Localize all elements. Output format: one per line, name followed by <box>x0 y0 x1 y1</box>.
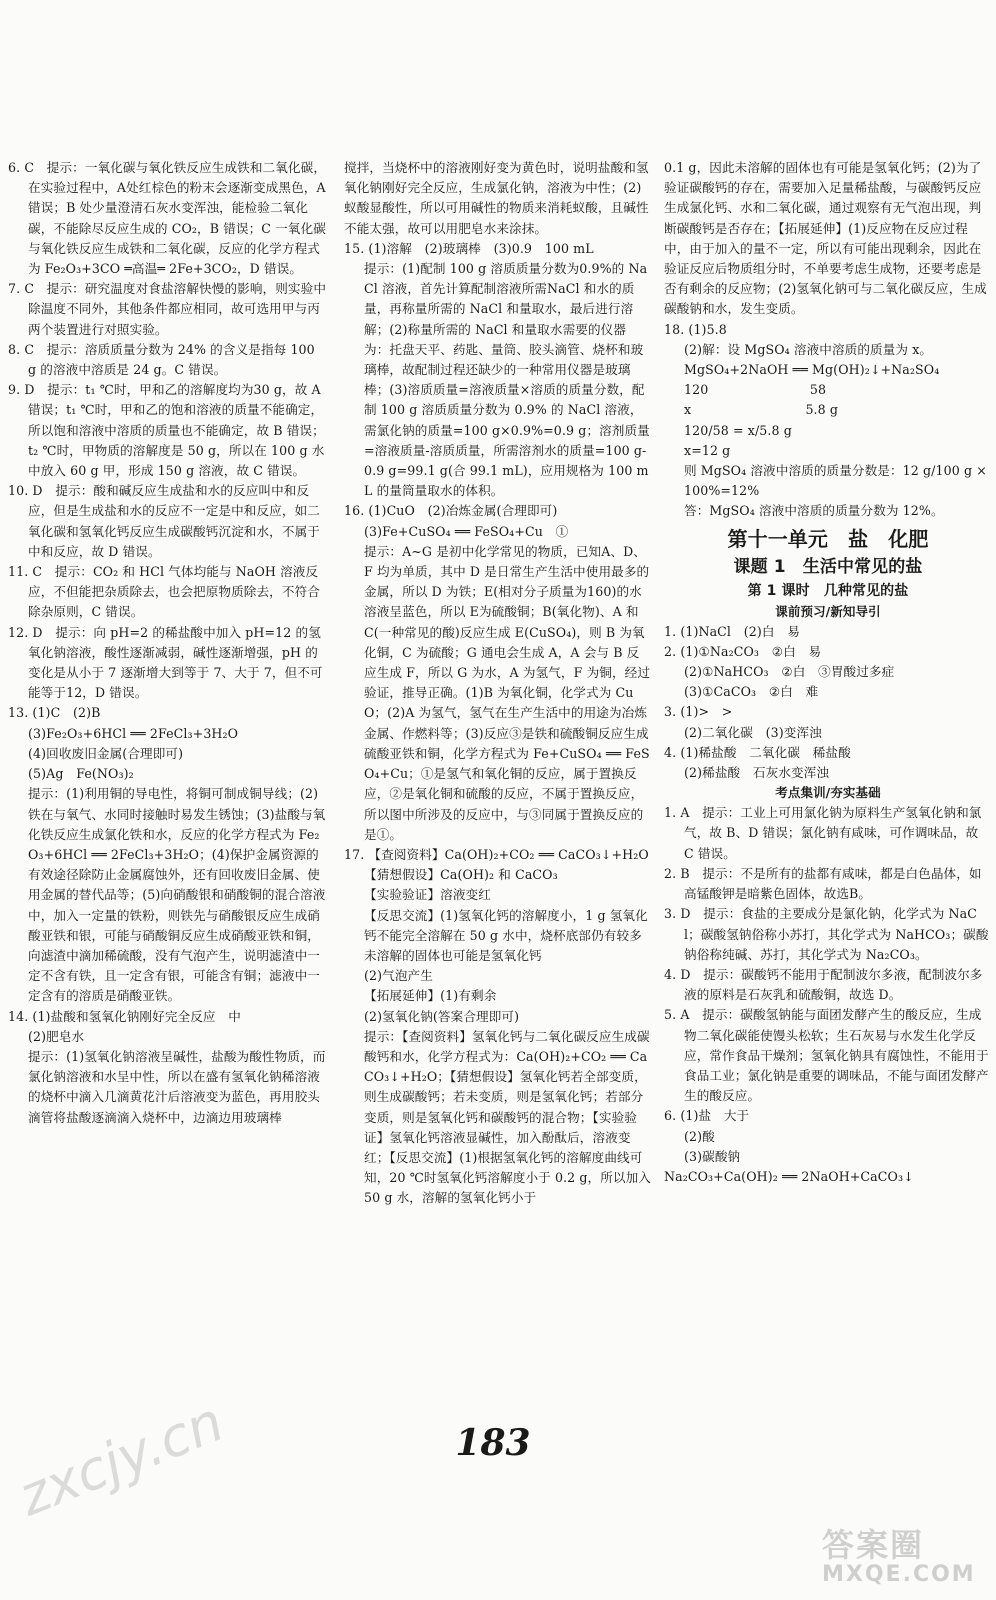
answer-paragraph: (3)碳酸钠 <box>684 1148 741 1164</box>
answer-paragraph: 【拓展延伸】(1)有剩余 <box>364 988 497 1004</box>
answer-paragraph: 4. D 提示：碳酸钙不能用于配制波尔多液，配制波尔多液的原料是石灰乳和硫酸铜，故选 D。 <box>664 966 983 1003</box>
watermark-logo <box>822 1528 992 1594</box>
section-heading: 课题 1 生活中常见的盐 <box>733 556 923 577</box>
answer-paragraph: 13. (1)C (2)B <box>8 705 101 721</box>
watermark-url: zxcjy.cn <box>10 1389 232 1529</box>
answer-column-left <box>8 158 330 1128</box>
answer-paragraph: 7. C 提示：研究温度对食盐溶解快慢的影响，则实验中除温度不同外，其他条件都应相同，故可选用甲与丙两个装置进行对照实验。 <box>8 281 327 337</box>
answer-paragraph: 8. C 提示：溶质质量分数为 24% 的含义是指每 100 g 的溶液中溶质是 24 g。C 错误。 <box>8 341 319 378</box>
answer-paragraph: (2)①NaHCO₃ ②白 ③胃酸过多症 <box>684 664 895 680</box>
answer-paragraph: 15. (1)溶解 (2)玻璃棒 (3)0.9 100 mL <box>344 240 594 256</box>
answer-paragraph: 【反思交流】(1)氢氧化钙的溶解度小，1 g 氢氧化钙不能完全溶解在 50 g 水中，烧杯底部仍有较多未溶解的固体也可能是氢氧化钙 <box>364 907 648 963</box>
answer-paragraph: (2)解：设 MgSO₄ 溶液中溶质的质量为 x。 <box>684 341 933 357</box>
answer-paragraph: 5. A 提示：碳酸氢钠能与面团发酵产生的酸反应，生成物二氧化碳能使馒头松软；生石灰易与水发生化学反应，常作食品干燥剂；氢氧化钠具有腐蚀性，不能用于食品工业；氯化钠是重要的调味品，不能与面团发酵产生的酸反应。 <box>664 1007 989 1104</box>
answer-paragraph: 3. D 提示：食盐的主要成分是氯化钠，化学式为 NaCl；碳酸氢钠俗称小苏打，其化学式为 NaHCO₃；碳酸钠俗称纯碱、苏打，其化学式为 Na₂CO₃。 <box>664 906 989 962</box>
answer-paragraph: 4. (1)稀盐酸 二氧化碳 稀盐酸 <box>664 744 851 760</box>
answer-paragraph: 17. 【查阅资料】Ca(OH)₂+CO₂ ══ CaCO₃↓+H₂O <box>344 846 649 862</box>
answer-paragraph: Na₂CO₃+Ca(OH)₂ ══ 2NaOH+CaCO₃↓ <box>664 1168 914 1184</box>
answer-paragraph: 120/58 = x/5.8 g <box>684 422 792 438</box>
answer-paragraph: 2. B 提示：不是所有的盐都有咸味，都是白色晶体，如高锰酸钾是暗紫色固体，故选B。 <box>664 865 982 902</box>
section-heading: 第 1 课时 几种常见的盐 <box>747 582 909 599</box>
answer-paragraph: x 5.8 g <box>684 402 839 418</box>
answer-paragraph: x=12 g <box>684 442 731 458</box>
answer-paragraph: (3)Fe₂O₃+6HCl ══ 2FeCl₃+3H₂O <box>28 725 239 741</box>
answer-paragraph: 14. (1)盐酸和氢氧化钠刚好完全反应 中 <box>8 1008 241 1024</box>
answer-paragraph: (2)酸 <box>684 1128 715 1144</box>
answer-paragraph: 0.1 g，因此未溶解的固体也有可能是氢氧化钙；(2)为了验证碳酸钙的存在，需要加入足量稀盐酸，与碳酸钙反应生成氯化钙、水和二氧化碳，通过观察有无气泡出现，判断碳酸钙是否存在；【拓展延伸】(1)反应物在反应过程中，由于加入的量不一定，所以有可能出现剩余，因此在验证反应后物质组分时，不单要考虑生成物，还要考虑是否有剩余的反应物；(2)氢氧化钠可与二氧化碳反应，生成碳酸钠和水，发生变质。 <box>664 160 987 317</box>
answer-paragraph: 提示：(1)氢氧化钠溶液呈碱性，盐酸为酸性物质，而氯化钠溶液和水呈中性，所以在盛有氢氧化钠稀溶液的烧杯中滴入几滴黄花汁后溶液变为蓝色，再用胶头滴管将盐酸逐滴滴入烧杯中，边滴边用玻璃棒 <box>28 1048 326 1125</box>
answer-paragraph: 答：MgSO₄ 溶液中溶质的质量分数为 12%。 <box>684 503 944 519</box>
answer-paragraph: 提示：(1)利用铜的导电性，将铜可制成铜导线；(2)铁在与氧气、水同时接触时易发生锈蚀；(3)盐酸与氧化铁反应生成氯化铁和水，反应的化学方程式为 Fe₂O₃+6HCl ══ 2FeCl₃+3H₂O；(4)保护金属资源的有效途径除防止金属腐蚀外，还有回收废旧金属、使用金属的替代品等；(5)向硝酸银和硝酸铜的混合溶液中，加入一定量的铁粉，则铁先与硝酸银反应生成硝酸亚铁和银，可能与硝酸铜反应生成硝酸亚铁和铜，向滤渣中滴加稀硫酸，没有气泡产生，说明滤渣中一定不含有铁，且一定含有银，可能含有铜；滤液中一定含有的溶质是硝酸亚铁。 <box>28 786 326 1004</box>
answer-paragraph: 则 MgSO₄ 溶液中溶质的质量分数是：12 g/100 g ×100%=12% <box>684 463 987 499</box>
watermark-logo-text: 答案圈 <box>822 1526 925 1564</box>
answer-paragraph: 提示：【查阅资料】氢氧化钙与二氧化碳反应生成碳酸钙和水，化学方程式为：Ca(OH)₂+CO₂ ══ CaCO₃↓+H₂O；【猜想假设】氢氧化钙若全部变质，则生成碳酸钙；若未变质，则是氢氧化钙；若部分变质，则是氢氧化钙和碳酸钙的混合物；【实验验证】氢氧化钙溶液显碱性，加入酚酞后，溶液变红；【反思交流】(1)根据氢氧化钙的溶解度曲线可知，20 ℃时氢氧化钙溶解度小于 0.2 g，所以加入 50 g 水，溶解的氢氧化钙小于 <box>364 1028 656 1206</box>
answer-paragraph: 9. D 提示：t₁ ℃时，甲和乙的溶解度均为30 g，故 A 错误；t₁ ℃时，甲和乙的饱和溶液的质量不能确定，所以饱和溶液中溶质的质量也不能确定，故 B 错误；t₂ ℃时，甲物质的溶解度是 50 g，所以在 100 g 水中放入 60 g 甲，形成 150 g 溶液，故 C 错误。 <box>8 382 325 479</box>
answer-paragraph: (2)氢氧化钠(答案合理即可) <box>364 1008 520 1024</box>
answer-column-middle <box>344 158 656 1209</box>
answer-paragraph: (5)Ag Fe(NO₃)₂ <box>28 766 134 782</box>
answer-paragraph: 18. (1)5.8 <box>664 321 727 337</box>
answer-paragraph: 6. (1)盐 大于 <box>664 1108 750 1124</box>
section-heading: 考点集训/夯实基础 <box>775 785 881 801</box>
watermark-logo-domain: MXQE.COM <box>822 1562 976 1587</box>
answer-paragraph: 【猜想假设】Ca(OH)₂ 和 CaCO₃ <box>364 867 558 883</box>
section-heading: 课前预习/新知导引 <box>775 603 881 619</box>
answer-paragraph: (2)肥皂水 <box>28 1028 85 1044</box>
answer-paragraph: 提示：A~G 是初中化学常见的物质，已知A、D、F 均为单质，其中 D 是日常生产生活中使用最多的金属，所以 D 为铁；E(相对分子质量为160)的水溶液呈蓝色，所以 E为硫酸铜；B(氧化物)、A 和 C(一种常见的酸)反应生成 E(CuSO₄)，则 B 为氧化铜，C 为硫酸；G 通电会生成 A，A 会与 B 反应生成 F，所以 G 为水，A 为氢气，F 为铜，经过验证，推导正确。(1)B 为氧化铜，化学式为 CuO；(2)A 为氢气，氢气在生产生活中的用途为冶炼金属、作燃料等；(3)反应③是铁和硫酸铜反应生成硫酸亚铁和铜，化学方程式为 Fe+CuSO₄ ══ FeSO₄+Cu；①是氢气和氧化铜的反应，属于置换反应，②是氧化铜和硫酸的反应，不属于置换反应，所以图中所涉及的反应中，与③同属于置换反应的是①。 <box>364 543 651 842</box>
answer-paragraph: 120 58 <box>684 382 827 398</box>
answer-paragraph: (2)稀盐酸 石灰水变浑浊 <box>684 765 830 781</box>
section-heading: 第十一单元 盐 化肥 <box>727 526 929 551</box>
answer-paragraph: (3)Fe+CuSO₄ ══ FeSO₄+Cu ① <box>364 523 569 539</box>
answer-paragraph: 3. (1)> > <box>664 704 733 720</box>
page-number: 183 <box>455 1422 531 1464</box>
answer-paragraph: 11. C 提示：CO₂ 和 HCl 气体均能与 NaOH 溶液反应，不但能把杂质除去，也会把原物质除去，不符合除杂原则，C 错误。 <box>8 564 320 620</box>
answer-paragraph: 1. A 提示：工业上可用氯化钠为原料生产氢氧化钠和氯气，故 B、D 错误；氯化钠有咸味，可作调味品，故 C 错误。 <box>664 805 983 861</box>
answer-paragraph: 10. D 提示：酸和碱反应生成盐和水的反应叫中和反应，但是生成盐和水的反应不一定是中和反应，如二氧化碳和氢氧化钙反应生成碳酸钙沉淀和水，不属于中和反应，故 D 错误。 <box>8 483 320 559</box>
answer-paragraph: MgSO₄+2NaOH ══ Mg(OH)₂↓+Na₂SO₄ <box>684 362 940 378</box>
answer-paragraph: 6. C 提示：一氧化碳与氧化铁反应生成铁和二氧化碳，在实验过程中，A处红棕色的粉末会逐渐变成黑色，A 错误；B 处少量澄清石灰水变浑浊，能检验二氧化碳，不能除尽反应生成的 CO₂，B 错误；C 一氧化碳与氧化铁反应生成铁和二氧化碳，反应的化学方程式为 Fe₂O₃+3CO ═高温═ 2Fe+3CO₂，D 错误。 <box>8 160 330 277</box>
answer-paragraph: (2)气泡产生 <box>364 968 433 984</box>
answer-paragraph: 2. (1)①Na₂CO₃ ②白 易 <box>664 643 822 659</box>
answer-column-right <box>664 158 992 1187</box>
answer-paragraph: 【实验验证】溶液变红 <box>364 887 491 903</box>
answer-paragraph: 16. (1)CuO (2)冶炼金属(合理即可) <box>344 503 558 519</box>
answer-paragraph: 1. (1)NaCl (2)白 易 <box>664 623 800 639</box>
answer-paragraph: 12. D 提示：向 pH=2 的稀盐酸中加入 pH=12 的氢氧化钠溶液，酸性逐渐减弱，碱性逐渐增强，pH 的变化是从小于 7 逐渐增大到等于 7、大于 7，但不可能等于12，D 错误。 <box>8 624 323 701</box>
answer-paragraph: (4)回收废旧金属(合理即可) <box>28 745 184 761</box>
answer-paragraph: 搅拌，当烧杯中的溶液刚好变为黄色时，说明盐酸和氢氧化钠刚好完全反应，生成氯化钠，溶液为中性；(2)蚁酸显酸性，所以可用碱性的物质来消耗蚁酸，且碱性不能太强，故可以用肥皂水来涂抹。 <box>344 160 649 236</box>
answer-paragraph: (3)①CaCO₃ ②白 难 <box>684 684 819 700</box>
answer-paragraph: 提示：(1)配制 100 g 溶质质量分数为0.9%的 NaCl 溶液，首先计算配制溶液所需NaCl 和水的质量，再称量所需的 NaCl 和量取水，最后进行溶解；(2)称量所需的 NaCl 和量取水需要的仪器为：托盘天平、药匙、量筒、胶头滴管、烧杯和玻璃棒，故配制过程还缺少的一种常用仪器是玻璃棒；(3)溶质质量=溶液质量×溶质的质量分数，配制 100 g 溶质质量分数为 0.9% 的 NaCl 溶液，需氯化钠的质量=100 g×0.9%=0.9 g；溶剂质量=溶液质量-溶质质量，所需溶剂水的质量=100 g-0.9 g=99.1 g(合 99.1 mL)，应用规格为 100 mL 的量筒量取水的体积。 <box>364 261 650 499</box>
answer-paragraph: (2)二氧化碳 (3)变浑浊 <box>684 724 822 740</box>
